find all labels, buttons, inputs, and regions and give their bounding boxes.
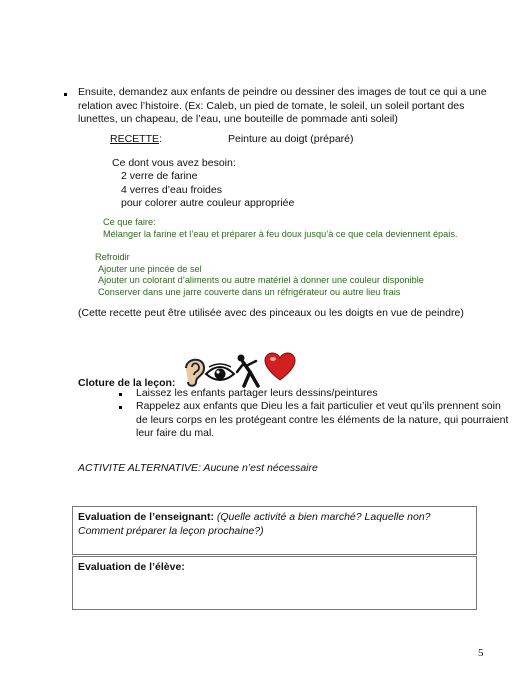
- ingredient-item: 2 verre de farine: [121, 170, 198, 182]
- closing-bullet-2: [136, 400, 508, 441]
- intro-line-2: relation avec l’histoire. (Ex: Caleb, un pied de tomate, le soleil, un soleil portant des: [78, 99, 465, 112]
- person-stretching-icon: [234, 352, 264, 388]
- intro-paragraph: [78, 86, 508, 127]
- step-item: Ajouter un colorant d’aliments ou autre matériel à donner une couleur disponible: [98, 275, 424, 285]
- step-item: Ajouter une pincée de sel: [98, 263, 202, 274]
- teacher-evaluation-question-1: (Quelle activité a bien marché? Laquelle non?: [216, 511, 431, 523]
- teacher-evaluation-question-2: Comment préparer la leçon prochaine?): [78, 524, 264, 537]
- closing-bullet-line: de leurs corps en les protégeant contre les éléments de la nature, qui pourraient: [136, 413, 509, 426]
- needs-heading: Ce dont vous avez besoin:: [112, 157, 236, 169]
- step-item: Refroidir: [95, 252, 130, 262]
- bullet-marker: [119, 406, 122, 409]
- todo-heading: Ce que faire:: [103, 217, 156, 227]
- teacher-evaluation-text: [78, 511, 431, 538]
- recipe-note: (Cette recette peut être utilisée avec des pinceaux ou les doigts en vue de peindre): [78, 307, 464, 319]
- todo-step: Mélanger la farine et l’eau et préparer à feu doux jusqu’à ce que cela deviennent épais.: [103, 229, 458, 239]
- ingredient-item: 4 verres d’eau froides: [121, 183, 222, 196]
- ingredients-list: [121, 170, 294, 211]
- closing-title: Cloture de la leçon:: [78, 377, 176, 389]
- bullet-marker: [119, 393, 122, 396]
- intro-line-3: lunettes, un chapeau, de l’eau, une bouteille de pommade anti soleil): [78, 113, 398, 125]
- closing-bullet-line: Rappelez aux enfants que Dieu les a fait particulier et veut qu’ils prennent soin: [136, 400, 501, 412]
- recipe-label: [110, 133, 162, 147]
- intro-line-1: Ensuite, demandez aux enfants de peindre ou dessiner des images de tout ce qui a une: [78, 86, 487, 98]
- teacher-evaluation-box: [72, 506, 477, 555]
- student-evaluation-label: Evaluation de l’élève:: [78, 561, 185, 573]
- recipe-title: Peinture au doigt (préparé): [228, 133, 354, 145]
- recipe-label-colon: :: [159, 133, 162, 145]
- closing-bullet-line: Laissez les enfants partager leurs dessins/peintures: [136, 387, 378, 399]
- alternative-activity: ACTIVITE ALTERNATIVE: Aucune n’est nécessaire: [78, 462, 318, 474]
- recipe-label-text: RECETTE: [110, 133, 160, 145]
- teacher-evaluation-line-1: [78, 511, 431, 525]
- bullet-marker: [64, 93, 67, 96]
- closing-bullet-line: leur faire du mal.: [136, 427, 215, 439]
- teacher-evaluation-label: Evaluation de l’enseignant:: [78, 511, 214, 523]
- ingredient-item: pour colorer autre couleur appropriée: [121, 197, 295, 209]
- heart-icon: [264, 352, 296, 382]
- student-evaluation-box: [72, 556, 477, 610]
- step-item: Conserver dans une jarre couverte dans un réfrigérateur ou autre lieu frais: [98, 286, 401, 297]
- page-number: 5: [478, 647, 484, 659]
- closing-bullet-1: [136, 387, 378, 401]
- eye-icon: [204, 362, 236, 384]
- steps-list: [95, 252, 424, 298]
